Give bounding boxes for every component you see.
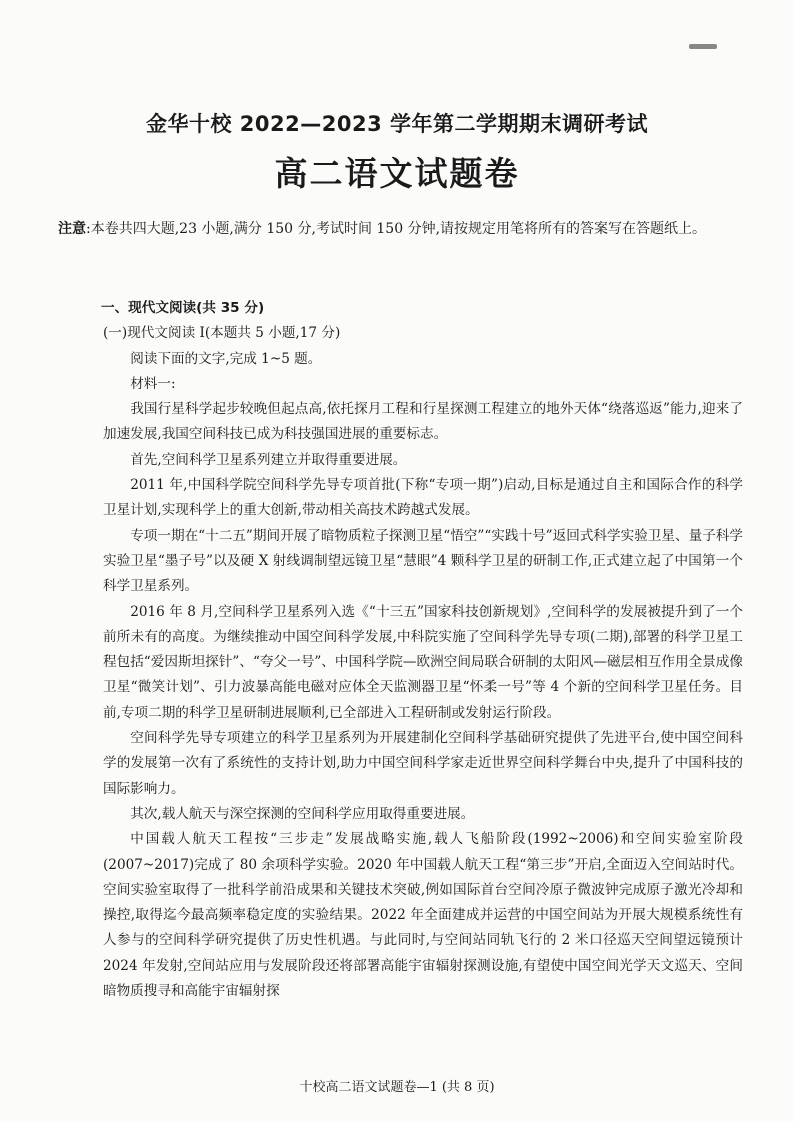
notice-label: 注意 [58,221,86,237]
exam-title: 金华十校 2022—2023 学年第二学期期末调研考试 [145,112,648,136]
section-title: 一、现代文阅读(共 35 分) [101,300,265,316]
reading-section [103,296,743,1004]
paragraph: 2011 年,中国科学院空间科学先导专项首批(下称“专项一期”)启动,目标是通过自主和国际合作的科学卫星计划,实现科学上的重大创新,带动相关高技术跨越式发展。 [103,477,743,519]
notice [58,216,744,243]
instruction: 阅读下面的文字,完成 1~5 题。 [130,350,322,367]
paragraph: 其次,载人航天与深空探测的空间科学应用取得重要进展。 [130,805,475,822]
paragraph: 空间科学先导专项建立的科学卫星系列为开展建制化空间科学基础研究提供了先进平台,使中国空间科学的发展第一次有了系统性的支持计划,助力中国空间科学家走近世界空间科学舞台中央,提升了中国科技的国际影响力。 [103,730,743,797]
paragraph: 中国载人航天工程按“三步走”发展战略实施,载人飞船阶段(1992~2006)和空间实验室阶段(2007~2017)完成了 80 余项科学实验。2020 年中国载人航天工程“第三步”开启,全面迈入空间站时代。空间实验室取得了一批科学前沿成果和关键技术突破,例如国际首台空间冷原子微波钟完成原子激光冷却和操控,取得迄今最高频率稳定度的实验结果。2022 年全面建成并运营的中国空间站为开展大规模系统性有人参与的空间科学研究提供了历史性机遇。与此同时,与空间站同轨飞行的 2 米口径巡天空间望远镜预计 2024 年发射,空间站应用与发展阶段还将部署高能宇宙辐射探测设施,有望使中国空间光学天文巡天、空间暗物质搜寻和高能宇宙辐射探 [103,831,743,1000]
paragraph: 2016 年 8 月,空间科学卫星系列入选《“十三五”国家科技创新规划》,空间科学的发展被提升到了一个前所未有的高度。为继续推动中国空间科学发展,中科院实施了空间科学先导专项(二期),部署的科学卫星工程包括“爱因斯坦探针”、“夸父一号”、中国科学院—欧洲空间局联合研制的太阳风—磁层相互作用全景成像卫星“微笑计划”、引力波暴高能电磁对应体全天监测器卫星“怀柔一号”等 4 个新的空间科学卫星任务。目前,专项二期的科学卫星研制进展顺利,已全部进入工程研制或发射运行阶段。 [103,603,743,721]
material-label: 材料一: [130,375,176,392]
paper-title: 高二语文试题卷 [274,154,520,193]
paragraph: 专项一期在“十二五”期间开展了暗物质粒子探测卫星“悟空”“实践十号”返回式科学实验卫星、量子科学实验卫星“墨子号”以及硬 X 射线调制望远镜卫星“慧眼”4 颗科学卫星的研制工作,正式建立起了中国第一个科学卫星系列。 [103,527,743,595]
paragraph: 首先,空间科学卫星系列建立并取得重要进展。 [130,451,407,468]
notice-text: :本卷共四大题,23 小题,满分 150 分,考试时间 150 分钟,请按规定用笔将所有的答案写在答题纸上。 [86,221,707,237]
paragraph: 我国行星科学起步较晚但起点高,依托探月工程和行星探测工程建立的地外天体“绕落巡返”能力,迎来了加速发展,我国空间科技已成为科技强国进展的重要标志。 [103,401,743,443]
scan-mark [689,44,717,49]
subsection-title: (一)现代文阅读 Ⅰ(本题共 5 小题,17 分) [103,325,341,342]
page-footer: 十校高二语文试题卷—1 (共 8 页) [299,1080,495,1095]
